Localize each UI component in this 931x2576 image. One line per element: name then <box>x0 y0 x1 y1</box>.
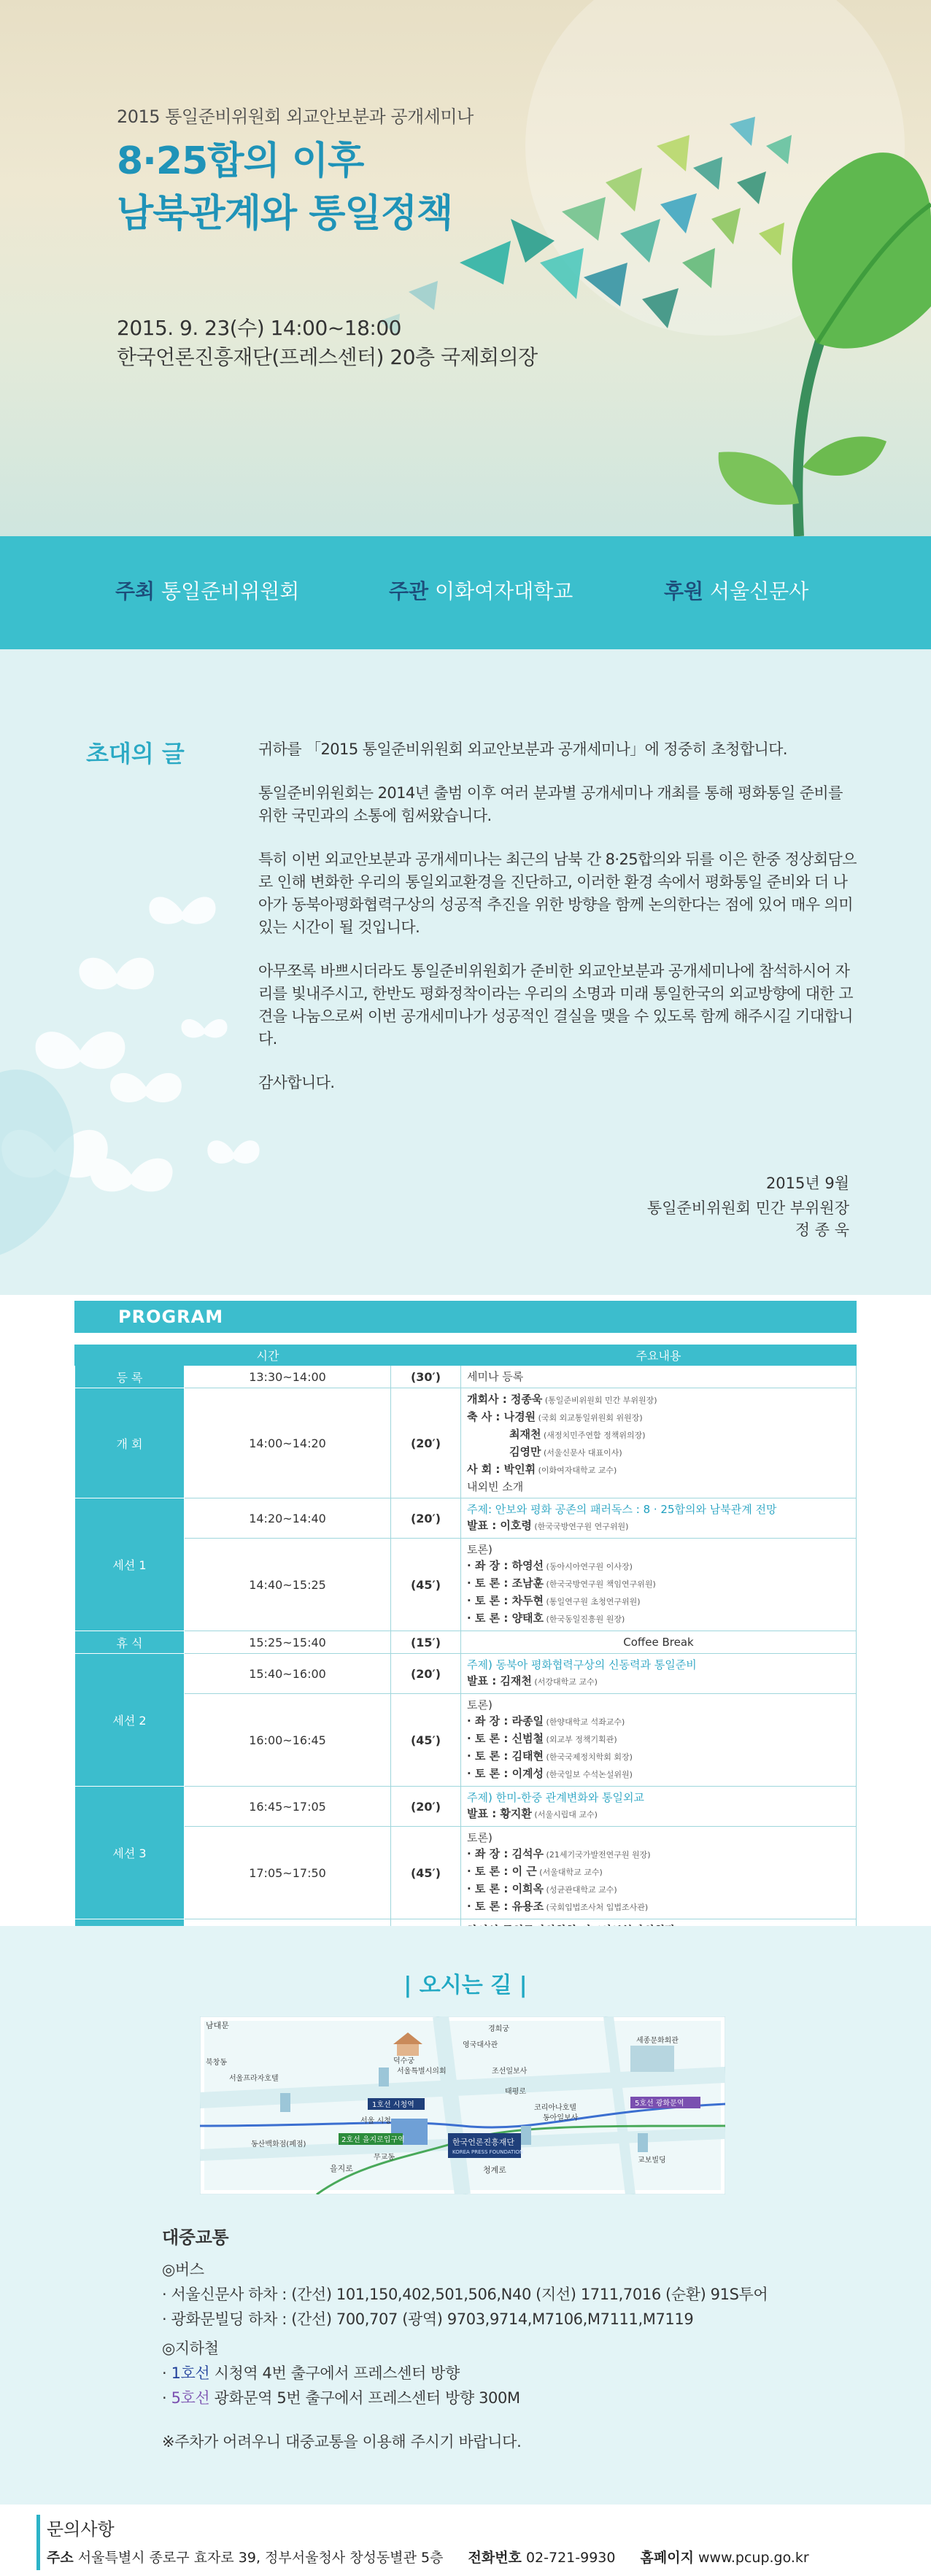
panelist: · 토 론 : 양태호 <box>467 1612 544 1625</box>
table-header-row <box>75 1345 857 1366</box>
phone-label: 전화번호 <box>468 2550 522 2566</box>
subway-route-1: · 1호선 시청역 4번 출구에서 프레스센터 방향 <box>162 2364 460 2382</box>
map-label-seoul-si: 서울 시청 <box>360 2117 391 2125</box>
panelist-affiliation: (성균관대학교 교수) <box>544 1885 617 1895</box>
sign-title: 통일준비위원회 민간 부위원장 <box>646 1199 849 1217</box>
table-row <box>75 1366 857 1388</box>
map-label-namdaemun: 남대문 <box>206 2021 229 2030</box>
row-time: 15:40~16:00 <box>185 1654 391 1694</box>
col-content: 주요내용 <box>461 1345 857 1366</box>
row-duration: (20′) <box>391 1388 461 1498</box>
map-label-line5: 5호선 광화문역 <box>635 2100 684 2108</box>
row-category: 등 록 <box>75 1366 185 1388</box>
host-value: 통일준비위원회 <box>161 579 300 603</box>
sponsor-bar <box>0 536 931 649</box>
row-duration: (45′) <box>391 1694 461 1787</box>
subway-route-2-text: 광화문역 5번 출구에서 프레스센터 방향 300M <box>209 2389 520 2407</box>
homepage-label: 홈페이지 <box>640 2550 694 2566</box>
discussion-label: 토론) <box>467 1543 492 1556</box>
speaker-name: 개회사 : 정종욱 <box>467 1393 543 1406</box>
speaker-name: 김영만 <box>509 1445 541 1458</box>
map-label-press-center: 한국언론진흥재단 <box>452 2138 515 2147</box>
row-time: 16:45~17:05 <box>185 1787 391 1827</box>
map-label-mugyo: 무교동 <box>374 2154 395 2162</box>
row-time: 13:30~14:00 <box>185 1366 391 1388</box>
panelist-affiliation: (국회입법조사처 입법조사관) <box>544 1903 649 1912</box>
panelist: · 좌 장 : 하영선 <box>467 1559 544 1572</box>
row-category: 세션 2 <box>75 1654 185 1787</box>
directions-title: | 오시는 길 | <box>403 1973 528 1998</box>
seminar-title <box>117 135 452 240</box>
panelist-affiliation: (한양대학교 석좌교수) <box>544 1717 625 1727</box>
col-time: 시간 <box>75 1345 461 1366</box>
homepage-link[interactable]: www.pcup.go.kr <box>693 2550 809 2566</box>
supporter <box>664 576 808 605</box>
footer-accent-bar <box>36 2515 40 2570</box>
title-line-1: 8·25합의 이후 <box>117 139 364 183</box>
presenter-affiliation: (한국국방연구원 연구위원) <box>531 1522 629 1531</box>
discussion-label: 토론) <box>467 1831 492 1844</box>
map-label-sejong: 세종문화회관 <box>636 2037 679 2045</box>
speaker-name: 최재천 <box>509 1428 541 1441</box>
row-time: 14:00~14:20 <box>185 1388 391 1498</box>
speaker-affiliation: (이화여자대학교 교수) <box>536 1466 617 1475</box>
panelist-affiliation: (한국동일진흥원 원장) <box>544 1614 625 1624</box>
panelist-affiliation: (동아시아연구원 이사장) <box>544 1562 633 1571</box>
row-content: Coffee Break <box>461 1631 857 1654</box>
title-line-2: 남북관계와 통일정책 <box>117 192 453 236</box>
discussion-label: 토론) <box>467 1698 492 1711</box>
speaker-affiliation: (통일준비위원회 민간 부위원장) <box>542 1396 657 1405</box>
host <box>115 576 299 605</box>
panelist: · 토 론 : 이희옥 <box>467 1882 544 1895</box>
program-heading: PROGRAM <box>74 1301 857 1333</box>
map-label-cheonggye: 청계로 <box>483 2165 506 2175</box>
transit-info <box>162 2225 768 2454</box>
row-time: 14:20~14:40 <box>185 1498 391 1539</box>
seminar-subtitle: 2015 통일준비위원회 외교안보분과 공개세미나 <box>117 107 474 127</box>
row-content <box>461 1539 857 1631</box>
footer-title: 문의사항 <box>47 2519 115 2540</box>
map-label-seoul-lib: 서울특별시의회 <box>397 2068 447 2076</box>
table-row <box>75 1827 857 1919</box>
panelist-affiliation: (21세기국가발전연구원 원장) <box>544 1850 651 1860</box>
table-row <box>75 1631 857 1654</box>
speaker-affiliation: (새정치민주연합 정책위의장) <box>541 1431 646 1440</box>
map-label-deoksu: 덕수궁 <box>393 2057 414 2065</box>
invitation-body <box>258 738 857 1115</box>
panelist: · 좌 장 : 라종일 <box>467 1714 544 1728</box>
speaker-affiliation: (국회 외교통일위원회 위원장) <box>536 1413 643 1423</box>
panelist: · 토 론 : 김태현 <box>467 1749 544 1763</box>
map-label-bukchang: 북창동 <box>206 2059 227 2067</box>
subway-route-2: · 5호선 광화문역 5번 출구에서 프레스센터 방향 300M <box>162 2389 520 2407</box>
invitation-paragraph: 아무쪼록 바쁘시더라도 통일준비위원회가 준비한 외교안보분과 공개세미나에 참석하시어 자리를 빛내주시고, 한반도 평화정착이라는 우리의 소명과 미래 통일한국의 외교방향에 대한 고견을 나눔으로써 이번 공개세미나가 성공적인 결실을 맺을 수 있도록 함께 해주시길 기대합니다. <box>258 962 853 1048</box>
row-duration: (15′) <box>391 1631 461 1654</box>
map-label-koreana: 코리아나호텔 <box>534 2104 576 2112</box>
panelist: · 토 론 : 이 근 <box>467 1865 537 1878</box>
invitation-paragraph: 특히 이번 외교안보분과 공개세미나는 최근의 남북 간 8·25합의와 뒤를 이은 한중 정상회담으로 인해 변화한 우리의 통일외교환경을 진단하고, 이러한 환경 속에서 평화통일 준비와 더 나아가 동북아평화협력구상의 성공적 추진을 위한 방향을 함께 논의한다는 점에 있어 매우 의미 있는 시간이 될 것입니다. <box>258 851 857 936</box>
speaker-name: 사 회 : 박인휘 <box>467 1463 536 1476</box>
table-row <box>75 1694 857 1787</box>
table-row <box>75 1388 857 1498</box>
host-label: 주최 <box>115 579 155 603</box>
organizer <box>389 576 573 605</box>
row-content <box>461 1654 857 1694</box>
subway-line-1: 1호선 <box>171 2364 210 2382</box>
presenter: 발표 : 김재천 <box>467 1674 532 1687</box>
panelist: · 토 론 : 조남훈 <box>467 1577 544 1590</box>
organizer-label: 주관 <box>389 579 429 603</box>
row-content <box>461 1787 857 1827</box>
bus-route-2: · 광화문빌딩 하차 : (간선) 700,707 (광역) 9703,9714,M7106,M7111,M7119 <box>162 2310 694 2328</box>
table-row <box>75 1539 857 1631</box>
subway-line-5: 5호선 <box>171 2389 210 2407</box>
supporter-value: 서울신문사 <box>710 579 809 603</box>
program-table <box>74 1345 857 1966</box>
program-section <box>74 1301 857 1966</box>
row-content <box>461 1388 857 1498</box>
table-row <box>75 1787 857 1827</box>
speaker-name: 축 사 : 나경원 <box>467 1410 536 1423</box>
row-content <box>461 1498 857 1539</box>
presenter: 발표 : 황지환 <box>467 1807 532 1820</box>
invitation-paragraph: 감사합니다. <box>258 1074 335 1091</box>
row-duration: (45′) <box>391 1539 461 1631</box>
parking-notice: ※주차가 어려우니 대중교통을 이용해 주시기 바랍니다. <box>162 2433 522 2451</box>
invitation-section <box>0 649 931 1295</box>
invitation-paragraph: 통일준비위원회는 2014년 출범 이후 여러 분과별 공개세미나 개최를 통해 평화통일 준비를 위한 국민과의 소통에 힘써왔습니다. <box>258 784 843 824</box>
panelist-affiliation: (서울대학교 교수) <box>536 1868 603 1877</box>
map-label-gyeong: 경희궁 <box>488 2025 509 2033</box>
panelist-affiliation: (한국국방연구원 책임연구위원) <box>544 1579 656 1589</box>
speaker-affiliation: (서울신문사 대표이사) <box>541 1448 622 1458</box>
invitation-paragraph: 귀하를 「2015 통일준비위원회 외교안보분과 공개세미나」에 정중히 초청합니다. <box>258 740 787 758</box>
panelist-affiliation: (한국일보 수석논설위원) <box>544 1770 633 1779</box>
panelist: · 좌 장 : 김석우 <box>467 1847 544 1860</box>
row-duration: (20′) <box>391 1787 461 1827</box>
map-label-yeongguk: 영국대사관 <box>463 2041 498 2049</box>
hero-banner <box>0 0 931 536</box>
row-duration: (20′) <box>391 1498 461 1539</box>
panelist: · 토 론 : 이계성 <box>467 1767 544 1780</box>
guest-intro: 내외빈 소개 <box>467 1480 524 1493</box>
supporter-label: 후원 <box>664 579 704 603</box>
organizer-value: 이화여자대학교 <box>435 579 573 603</box>
panelist: · 토 론 : 유용조 <box>467 1900 544 1913</box>
map-label-chosun: 조선일보사 <box>492 2068 528 2076</box>
seminar-venue: 한국언론진흥재단(프레스센터) 20층 국제회의장 <box>117 345 538 369</box>
table-row <box>75 1654 857 1694</box>
row-content <box>461 1827 857 1919</box>
presenter: 발표 : 이호령 <box>467 1519 532 1532</box>
row-content <box>461 1694 857 1787</box>
bus-route-1: · 서울신문사 하차 : (간선) 101,150,402,501,506,N40 (지선) 1711,7016 (순환) 91S투어 <box>162 2286 768 2303</box>
row-category: 개 회 <box>75 1388 185 1498</box>
map-label-taepyeong: 태평로 <box>505 2088 526 2096</box>
invitation-heading: 초대의 글 <box>86 740 185 767</box>
row-content: 세미나 등록 <box>461 1366 857 1388</box>
panelist-affiliation: (통일연구원 초청연구위원) <box>544 1597 641 1606</box>
directions-section <box>0 1926 931 2505</box>
hero-leaf-illustration <box>0 0 931 536</box>
row-category: 세션 3 <box>75 1787 185 1919</box>
map-label-line2: 2호선 을지로입구역 <box>341 2136 405 2144</box>
presenter-affiliation: (서강대학교 교수) <box>531 1677 598 1687</box>
row-time: 15:25~15:40 <box>185 1631 391 1654</box>
row-duration: (20′) <box>391 1654 461 1694</box>
map-label-dongsan: 동산백화점(폐점) <box>251 2140 306 2148</box>
session-topic: 주제: 안보와 평화 공존의 패러독스 : 8 · 25합의와 남북관계 전망 <box>467 1503 777 1516</box>
sign-name: 정 종 욱 <box>795 1221 849 1239</box>
transit-heading: 대중교통 <box>162 2227 229 2248</box>
location-map <box>200 2016 725 2194</box>
row-time: 14:40~15:25 <box>185 1539 391 1631</box>
seminar-date: 2015. 9. 23(수) 14:00~18:00 <box>117 316 401 340</box>
map-label-line1: 1호선 시청역 <box>372 2101 414 2109</box>
panelist: · 토 론 : 신범철 <box>467 1732 544 1745</box>
map-label-kyobo: 교보빌딩 <box>638 2157 666 2165</box>
panelist-affiliation: (한국국제정치학회 회장) <box>544 1752 633 1762</box>
row-duration: (45′) <box>391 1827 461 1919</box>
map-label-donga: 동아일보사 <box>543 2114 579 2122</box>
presenter-affiliation: (서울시립대 교수) <box>531 1810 598 1819</box>
row-time: 16:00~16:45 <box>185 1694 391 1787</box>
address-value: 서울특별시 종로구 효자로 39, 정부서울청사 창성동별관 5층 <box>73 2550 444 2566</box>
map-label-press-center-en: KOREA PRESS FOUNDATION <box>452 2149 524 2155</box>
footer-contact-line <box>47 2547 809 2567</box>
subway-route-1-text: 시청역 4번 출구에서 프레스센터 방향 <box>209 2364 460 2382</box>
session-topic: 주제) 동북아 평화협력구상의 신동력과 통일준비 <box>467 1658 697 1671</box>
table-row <box>75 1498 857 1539</box>
row-category: 세션 1 <box>75 1498 185 1631</box>
map-label-ulji: 을지로 <box>330 2164 353 2173</box>
session-topic: 주제) 한미-한중 관계변화와 통일외교 <box>467 1791 644 1804</box>
row-category: 휴 식 <box>75 1631 185 1654</box>
row-duration: (30′) <box>391 1366 461 1388</box>
subway-heading: ◎지하철 <box>162 2340 219 2357</box>
row-time: 17:05~17:50 <box>185 1827 391 1919</box>
sign-date: 2015년 9월 <box>765 1175 849 1192</box>
map-label-plaza: 서울프라자호텔 <box>229 2075 279 2083</box>
phone-value: 02-721-9930 <box>521 2550 616 2566</box>
address-label: 주소 <box>47 2550 74 2566</box>
contact-footer <box>0 2505 931 2576</box>
panelist: · 토 론 : 차두현 <box>467 1594 544 1607</box>
panelist-affiliation: (외교부 정책기획관) <box>544 1735 617 1744</box>
bus-heading: ◎버스 <box>162 2261 204 2278</box>
